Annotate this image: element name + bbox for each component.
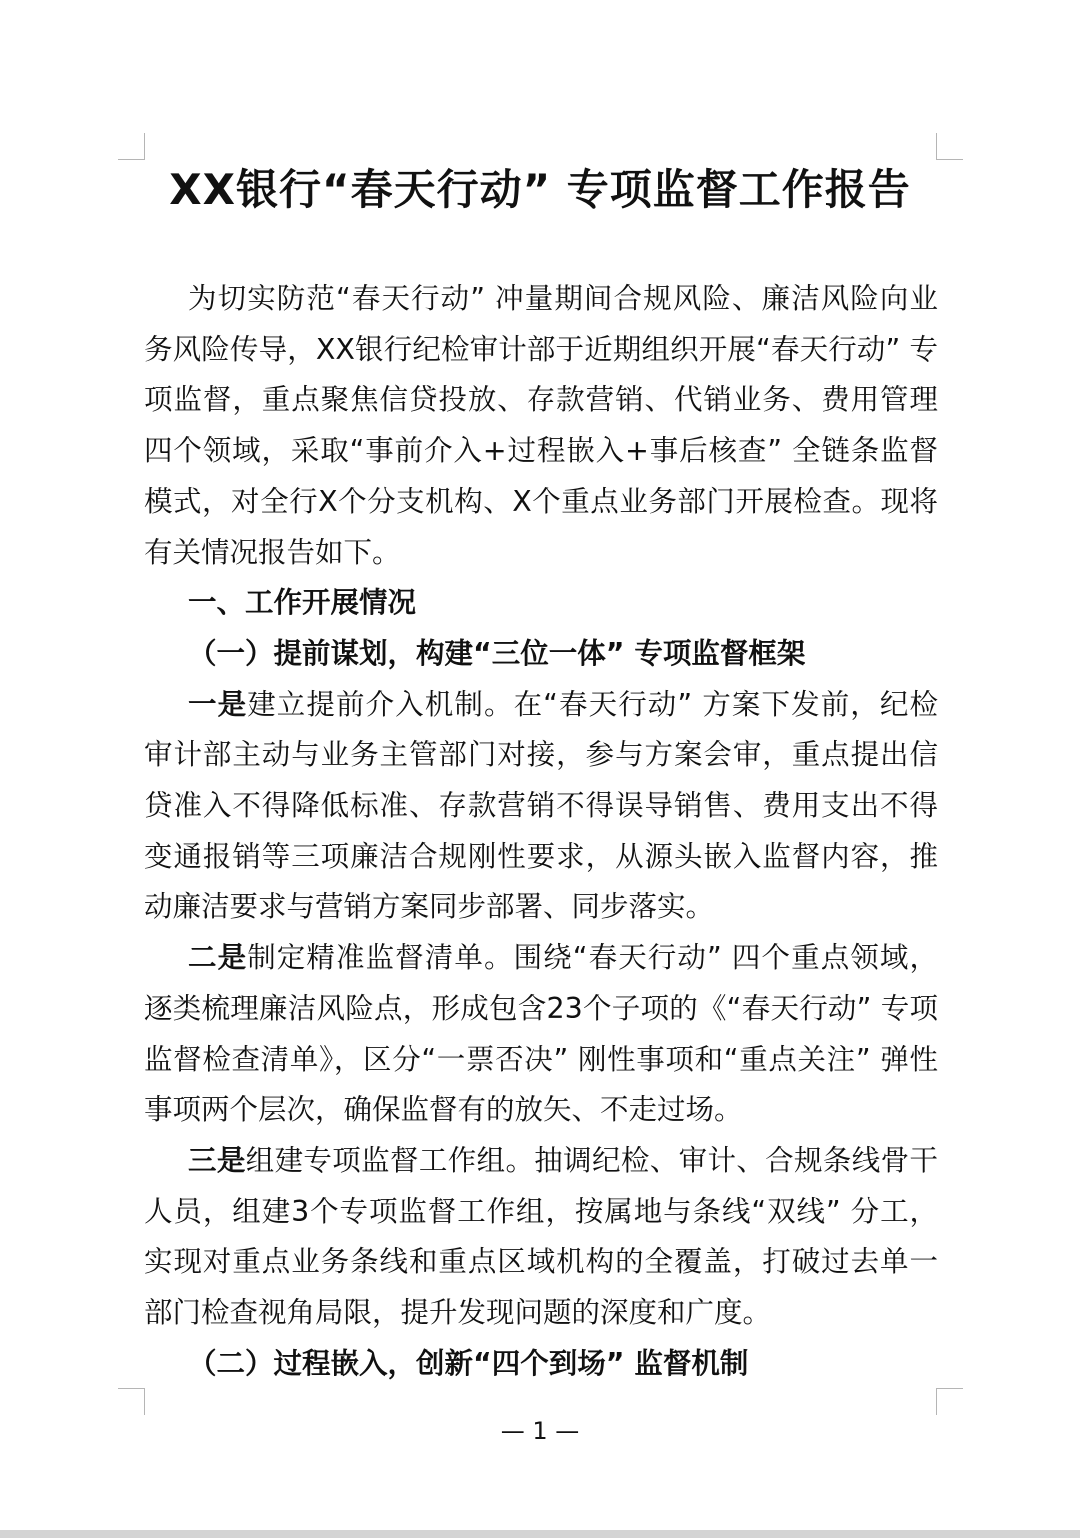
- subsection-heading: （一）提前谋划，构建“三位一体” 专项监督框架: [188, 636, 806, 670]
- subsection-heading: （二）过程嵌入，创新“四个到场” 监督机制: [188, 1346, 749, 1380]
- crop-mark-top-left: [118, 133, 145, 160]
- item-lead: 一是: [188, 687, 248, 721]
- document-body: [144, 274, 938, 1389]
- list-item-paragraph: [144, 933, 938, 1136]
- crop-mark-top-right: [936, 133, 963, 160]
- list-item-paragraph: [144, 680, 938, 934]
- item-lead: 二是: [188, 941, 248, 975]
- page-bottom-edge: [0, 1530, 1080, 1538]
- list-item-paragraph: [144, 1136, 938, 1339]
- page-number: — 1 —: [500, 1417, 580, 1445]
- section-heading: 一、工作开展情况: [188, 586, 417, 620]
- intro-paragraph: 为切实防范“春天行动” 冲量期间合规风险、廉洁风险向业务风险传导，XX银行纪检审计部于近期组织开展“春天行动” 专项监督，重点聚焦信贷投放、存款营销、代销业务、费用管理四个领域，采取“事前介入+过程嵌入+事后核查” 全链条监督模式，对全行X个分支机构、X个重点业务部门开展检查。现将有关情况报告如下。: [144, 282, 938, 569]
- item-text: 建立提前介入机制。在“春天行动” 方案下发前，纪检审计部主动与业务主管部门对接，参与方案会审，重点提出信贷准入不得降低标准、存款营销不得误导销售、费用支出不得变通报销等三项廉洁合规刚性要求，从源头嵌入监督内容，推动廉洁要求与营销方案同步部署、同步落实。: [144, 687, 938, 924]
- item-text: 制定精准监督清单。围绕“春天行动” 四个重点领域，逐类梳理廉洁风险点，形成包含23个子项的《“春天行动” 专项监督检查清单》，区分“一票否决” 刚性事项和“重点关注” 弹性事项两个层次，确保监督有的放矢、不走过场。: [144, 941, 938, 1127]
- crop-mark-bottom-right: [936, 1388, 963, 1415]
- item-text: 组建专项监督工作组。抽调纪检、审计、合规条线骨干人员，组建3个专项监督工作组，按属地与条线“双线” 分工，实现对重点业务条线和重点区域机构的全覆盖，打破过去单一部门检查视角局限，提升发现问题的深度和广度。: [144, 1143, 938, 1330]
- document-title: XX银行“春天行动” 专项监督工作报告: [169, 165, 911, 214]
- crop-mark-bottom-left: [118, 1388, 145, 1415]
- item-lead: 三是: [188, 1143, 246, 1177]
